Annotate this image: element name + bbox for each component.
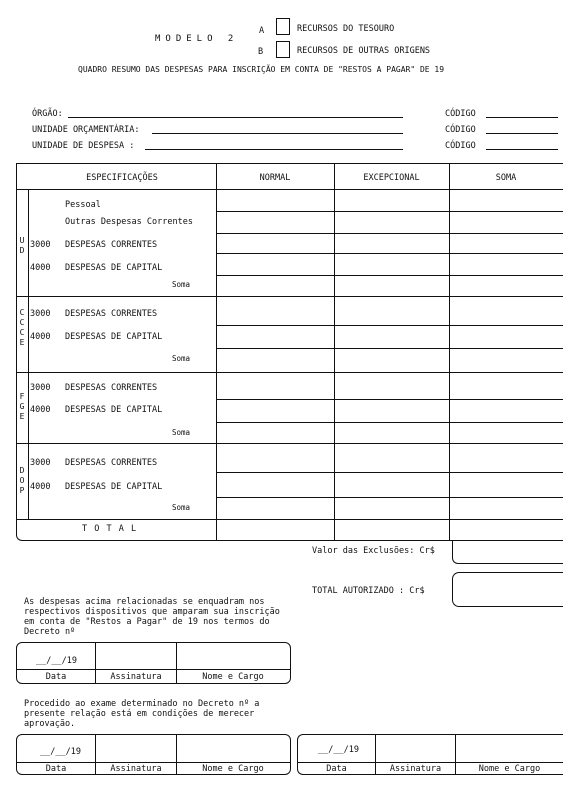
group-soma-label: Soma	[172, 280, 191, 289]
declaration-2: Procedido ao exame determinado no Decreto nº a presente relação está em condições de merecer aprovação.	[24, 699, 260, 729]
unidade-orcamentaria-label: UNIDADE ORÇAMENTÁRIA:	[32, 125, 140, 135]
nome-cargo-label: Nome e Cargo	[202, 764, 264, 774]
unidade-despesa-codigo-label: CÓDIGO	[445, 141, 476, 151]
declaration-1: As despesas acima relacionadas se enquadram nos respectivos dispositivos que amparam sua inscrição em conta de "Restos a Pagar" de 19 nos termos do Decreto nº	[24, 597, 280, 637]
option-b-letter: B	[258, 47, 264, 57]
row-label: Pessoal	[65, 200, 101, 210]
autorizado-label: TOTAL AUTORIZADO : Cr$	[312, 586, 425, 596]
model-title: MODELO 2	[155, 34, 239, 44]
row-code: 3000	[30, 458, 51, 468]
date-label: Data	[45, 764, 67, 774]
date-value[interactable]: __/__/19	[318, 745, 359, 755]
option-b-checkbox[interactable]	[276, 41, 290, 58]
group-soma-label: Soma	[172, 428, 191, 437]
row-label: DESPESAS DE CAPITAL	[65, 405, 163, 415]
date-label: Data	[326, 764, 347, 774]
assinatura-label: Assinatura	[110, 672, 162, 682]
orgao-codigo-label: CÓDIGO	[445, 109, 476, 119]
unidade-despesa-codigo-line[interactable]	[486, 149, 558, 150]
group-code-dop: D O P	[19, 466, 25, 495]
row-code: 3000	[30, 240, 51, 250]
group-soma-label: Soma	[172, 503, 191, 512]
row-code: 4000	[30, 405, 51, 415]
group-code-ud: U D	[19, 236, 25, 255]
form-subtitle: QUADRO RESUMO DAS DESPESAS PARA INSCRIÇÃO EM CONTA DE "RESTOS A PAGAR" DE 19	[78, 65, 445, 74]
unidade-despesa-label: UNIDADE DE DESPESA :	[32, 141, 135, 151]
row-label: DESPESAS DE CAPITAL	[65, 263, 163, 273]
unidade-despesa-line[interactable]	[145, 149, 403, 150]
group-soma-label: Soma	[172, 354, 191, 363]
option-a-label: RECURSOS DO TESOURO	[297, 24, 395, 34]
row-code: 3000	[30, 309, 51, 319]
date-label: Data	[45, 672, 67, 682]
date-value[interactable]: __/__/19	[36, 656, 77, 666]
row-label: DESPESAS CORRENTES	[65, 309, 158, 319]
header-normal: NORMAL	[259, 173, 291, 183]
row-label: DESPESAS DE CAPITAL	[65, 332, 163, 342]
header-excepcional: EXCEPCIONAL	[363, 173, 420, 183]
assinatura-label: Assinatura	[110, 764, 162, 774]
orgao-label: ÓRGÃO:	[32, 109, 63, 119]
header-especificacoes: ESPECIFICAÇÕES	[86, 173, 158, 183]
orgao-line[interactable]	[68, 117, 403, 118]
nome-cargo-label: Nome e Cargo	[202, 672, 264, 682]
row-code: 4000	[30, 482, 51, 492]
unidade-orcamentaria-line[interactable]	[152, 133, 403, 134]
assinatura-label: Assinatura	[389, 764, 442, 774]
option-b-label: RECURSOS DE OUTRAS ORIGENS	[297, 46, 431, 56]
exclusoes-label: Valor das Exclusões: Cr$	[312, 546, 435, 556]
option-a-letter: A	[259, 26, 265, 36]
exclusoes-value-box[interactable]	[452, 540, 563, 564]
row-label: Outras Despesas Correntes	[65, 217, 193, 227]
unidade-orcamentaria-codigo-label: CÓDIGO	[445, 125, 476, 135]
row-code: 4000	[30, 263, 51, 273]
header-soma: SOMA	[495, 173, 517, 183]
row-code: 4000	[30, 332, 51, 342]
group-code-ccce: C C C E	[19, 308, 25, 347]
row-code: 3000	[30, 383, 51, 393]
row-label: DESPESAS CORRENTES	[65, 383, 158, 393]
nome-cargo-label: Nome e Cargo	[478, 764, 541, 774]
row-label: DESPESAS CORRENTES	[65, 240, 158, 250]
orgao-codigo-line[interactable]	[486, 117, 558, 118]
group-code-fge: F G E	[19, 392, 25, 421]
option-a-checkbox[interactable]	[276, 18, 290, 35]
row-label: DESPESAS DE CAPITAL	[65, 482, 163, 492]
date-value[interactable]: __/__/19	[40, 747, 81, 757]
autorizado-value-box[interactable]	[452, 572, 563, 607]
unidade-orcamentaria-codigo-line[interactable]	[486, 133, 558, 134]
total-label: T O T A L	[82, 524, 138, 534]
row-label: DESPESAS CORRENTES	[65, 458, 158, 468]
